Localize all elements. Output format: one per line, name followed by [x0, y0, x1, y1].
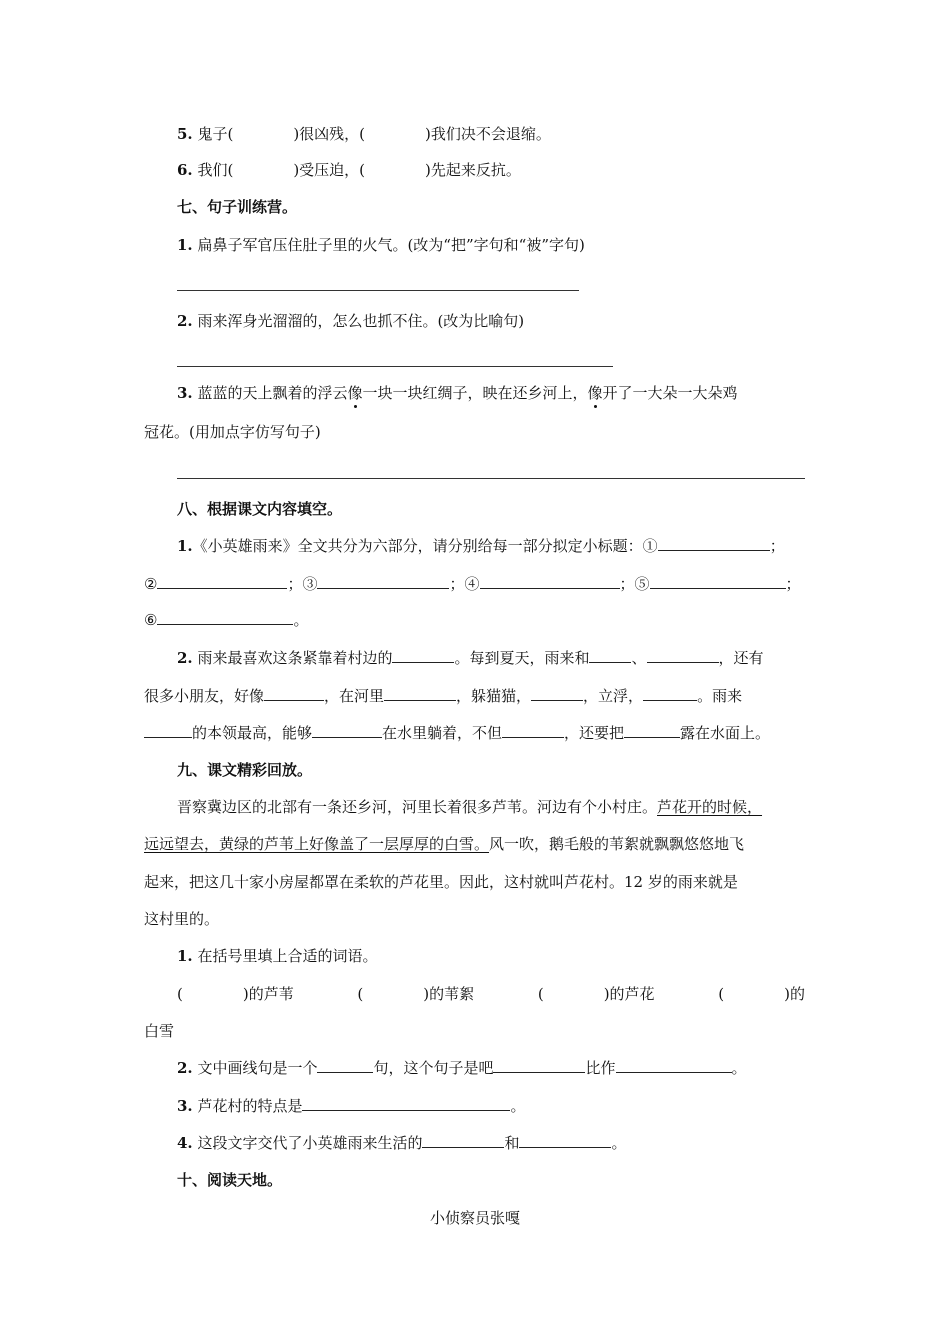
fill-item: ( )的	[718, 985, 805, 1003]
blank[interactable]	[317, 1058, 373, 1073]
section-9-item-3: 3. 芦花村的特点是 。	[177, 1097, 526, 1115]
section-7-item-1: 1. 扁鼻子军官压住肚子里的火气。(改为“把”字句和“被”字句)	[177, 236, 585, 254]
section-9-title: 九、课文精彩回放。	[177, 761, 313, 779]
dotted-char: 像	[587, 384, 603, 402]
answer-line[interactable]	[177, 366, 613, 367]
fill-item: ( )的苇絮	[357, 985, 475, 1003]
blank[interactable]	[647, 648, 719, 663]
blank[interactable]	[312, 723, 382, 738]
fill-item: ( )的芦苇	[177, 985, 294, 1003]
underlined-sentence: 芦花开的时候，	[657, 798, 763, 816]
section-7-item-3: 3. 蓝蓝的天上飘着的浮云像一块一块红绸子，映在还乡河上，像开了一大朵一大朵鸡	[177, 384, 738, 402]
section-7-item-2: 2. 雨来浑身光溜溜的，怎么也抓不住。(改为比喻句)	[177, 312, 525, 330]
story-title: 小侦察员张嘎	[429, 1209, 520, 1227]
question-number: 6.	[177, 161, 193, 179]
section-10-title: 十、阅读天地。	[177, 1171, 283, 1189]
blank[interactable]	[144, 723, 192, 738]
blank[interactable]	[643, 686, 697, 701]
answer-line[interactable]	[177, 290, 579, 291]
question-number: 5.	[177, 125, 193, 143]
section-9-item-2: 2. 文中画线句是一个 句，这个句子是吧 比作 。	[177, 1059, 747, 1077]
dotted-char: 像	[347, 384, 363, 402]
section-8-item-2-line2: 很多小朋友，好像 ，在河里 ，躲猫猫， ，立浮， 。雨来	[144, 687, 743, 705]
question-6: 6. 我们( )受压迫，( )先起来反抗。	[177, 161, 521, 179]
answer-line[interactable]	[177, 478, 805, 479]
blank[interactable]	[157, 574, 287, 589]
blank[interactable]	[616, 1058, 732, 1073]
passage-line-1: 晋察冀边区的北部有一条还乡河，河里长着很多芦苇。河边有个小村庄。芦花开的时候，	[177, 798, 763, 816]
blank[interactable]	[502, 723, 564, 738]
blank[interactable]	[157, 610, 293, 625]
blank[interactable]	[531, 686, 583, 701]
blank[interactable]	[392, 648, 454, 663]
passage-line-4: 这村里的。	[144, 910, 220, 928]
section-8-item-1-cont: ② ；③ ；④ ；⑤ ；	[144, 575, 801, 593]
question-5: 5. 鬼子( )很凶残，( )我们决不会退缩。	[177, 125, 551, 143]
blank[interactable]	[650, 574, 786, 589]
section-8-item-1-cont2: ⑥ 。	[144, 611, 309, 629]
blank[interactable]	[493, 1058, 585, 1073]
section-8-item-2: 2. 雨来最喜欢这条紧靠着村边的 。每到夏天，雨来和 、 ，还有	[177, 649, 764, 667]
blank[interactable]	[317, 574, 449, 589]
blank[interactable]	[589, 648, 631, 663]
passage-line-2: 远远望去，黄绿的芦苇上好像盖了一层厚厚的白雪。风一吹，鹅毛般的苇絮就飘飘悠悠地飞	[144, 835, 745, 853]
section-8-item-2-line3: 的本领最高，能够 在水里躺着，不但 ，还要把 露在水面上。	[144, 723, 770, 743]
blank[interactable]	[264, 686, 324, 701]
section-9-fill-row	[177, 984, 805, 1004]
section-9-fill-row-cont: 白雪	[144, 1022, 175, 1040]
passage-line-3: 起来，把这几十家小房屋都罩在柔软的芦花里。因此，这村就叫芦花村。12 岁的雨来就是	[144, 873, 738, 891]
section-7-item-3-cont: 冠花。(用加点字仿写句子)	[144, 423, 321, 441]
section-7-title: 七、句子训练营。	[177, 198, 298, 216]
underlined-sentence: 远远望去，黄绿的芦苇上好像盖了一层厚厚的白雪。	[144, 835, 490, 853]
blank[interactable]	[302, 1096, 510, 1111]
section-9-item-4: 4. 这段文字交代了小英雄雨来生活的 和 。	[177, 1134, 627, 1152]
section-8-title: 八、根据课文内容填空。	[177, 500, 343, 518]
blank[interactable]	[384, 686, 456, 701]
fill-item: ( )的芦花	[537, 985, 655, 1003]
section-9-item-1: 1. 在括号里填上合适的词语。	[177, 947, 378, 965]
blank[interactable]	[480, 574, 620, 589]
blank[interactable]	[624, 723, 680, 738]
blank[interactable]	[422, 1133, 504, 1148]
blank[interactable]	[658, 536, 770, 551]
section-8-item-1: 1.《小英雄雨来》全文共分为六部分，请分别给每一部分拟定小标题：① ；	[177, 537, 785, 555]
blank[interactable]	[519, 1133, 611, 1148]
